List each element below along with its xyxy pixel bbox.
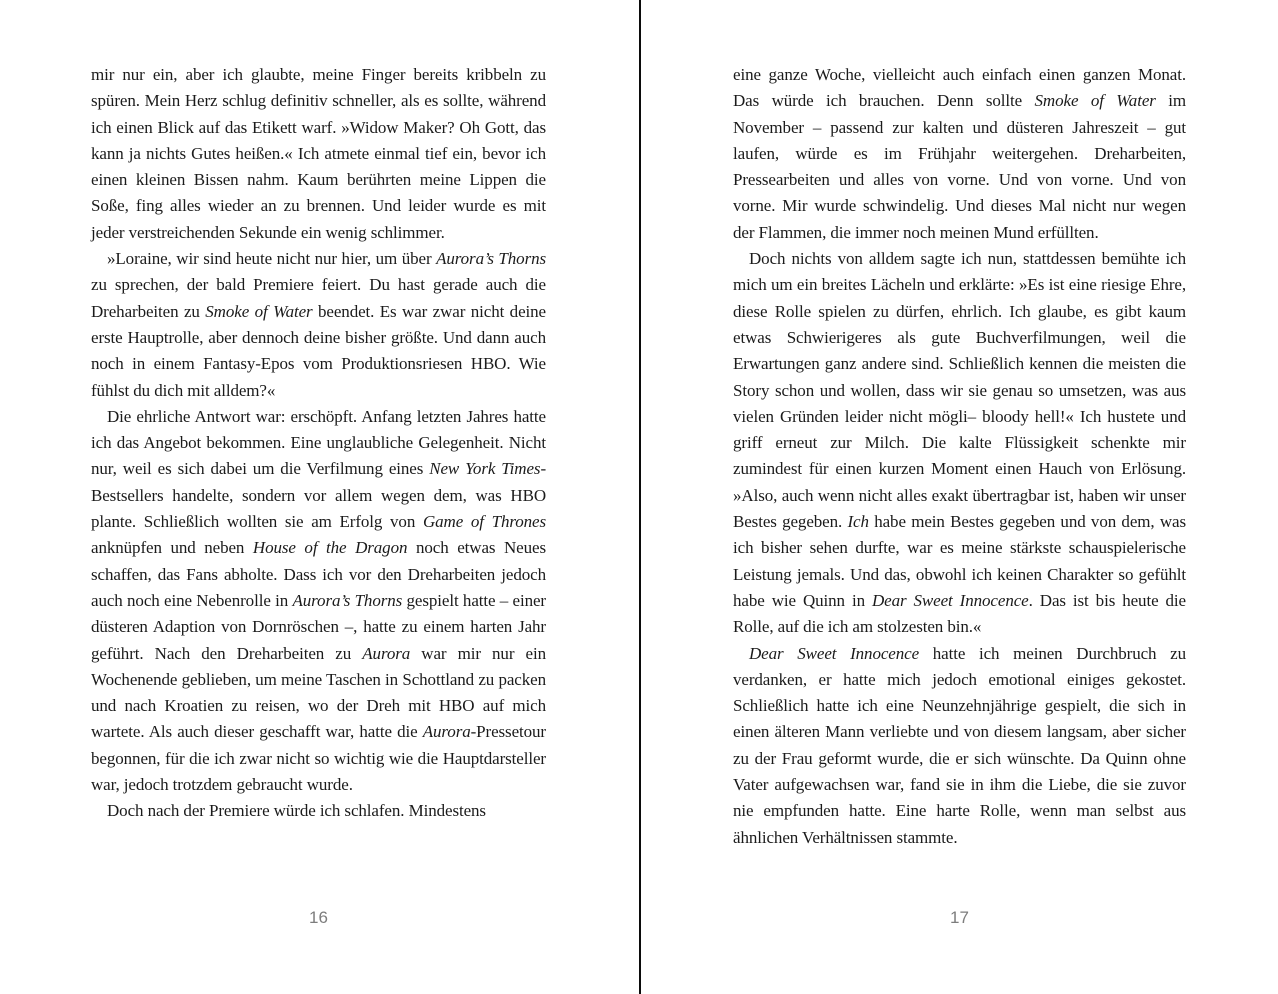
text-run: -Pressetour begonnen, für die ich zwar nicht so wichtig wie die Hauptdarsteller war, jedoch trotzdem gebraucht wurde. — [91, 722, 546, 795]
text-run: war mir nur ein Wochenende geblieben, um meine Taschen in Schottland zu packen und nach Kroatien zu reisen, wo der Dreh mit HBO auf mich wartete. Als auch dieser geschafft war, hatte die — [91, 643, 546, 742]
title-italic-text: Smoke of Water — [1034, 91, 1156, 111]
title-italic-text: Dear Sweet Innocence — [749, 643, 920, 663]
text-run: mir nur ein, aber ich glaubte, meine Finger bereits kribbeln zu spüren. Mein Herz schlug definitiv schneller, als es sollte, während ich einen Blick auf das Etikett warf. »Widow Maker? Oh Gott, das kann ja nichts Gutes heißen.« Ich atmete einmal tief ein, bevor ich einen kleinen Bissen nahm. Kaum berührten meine Lippen die Soße, fing alles wieder an zu brennen. Und leider wurde es mit jeder verstreichenden Sekunde ein wenig schlimmer. — [91, 65, 546, 242]
paragraph — [91, 404, 546, 798]
page-right-text — [733, 62, 1186, 851]
page-number-left: 16 — [309, 908, 328, 927]
page-number-right: 17 — [950, 908, 969, 927]
title-italic-text: Smoke of Water — [205, 301, 313, 321]
text-run: . Das ist bis heute die Rolle, auf die ich am stolzesten bin.« — [733, 590, 1186, 637]
paragraph — [733, 246, 1186, 640]
text-run: anknüpfen und neben — [91, 538, 253, 558]
text-run: Doch nichts von alldem sagte ich nun, stattdessen bemühte ich mich um ein breites Lächeln und erklärte: »Es ist eine riesige Ehre, diese Rolle spielen zu dürfen, ehrlich. Ich glaube, es gibt kaum etwas Schwierigeres als gute Buchverfilmungen, weil die Erwartungen ganz andere sind. Schließlich kennen die meisten die Story schon und wollen, dass wir sie genau so umsetzen, was aus vielen Gründen leider nicht mögli– bloody hell!« Ich hustete und griff erneut zur Milch. Die kalte Flüssigkeit schenkte mir zumindest für einen kurzen Moment einen Hauch von Erlösung. »Also, auch wenn nicht alles exakt übertragbar ist, haben wir unser Bestes gegeben. — [733, 249, 1186, 532]
title-italic-text: New York Times — [429, 459, 541, 479]
paragraph — [733, 62, 1186, 246]
title-italic-text: Dear Sweet Innocence — [871, 590, 1029, 610]
page-left-text — [91, 62, 546, 825]
text-run: beendet. Es war zwar nicht deine erste Hauptrolle, aber dennoch deine bisher größte. Und dann auch noch in einem Fantasy-Epos vom Produktionsriesen HBO. Wie fühlst du dich mit alldem?« — [91, 301, 546, 400]
text-run: -Bestsellers handelte, sondern vor allem wegen dem, was HBO plante. Schließlich wollten sie am Erfolg von — [91, 459, 546, 532]
text-run: habe mein Bestes gegeben und von dem, was ich bisher sehen durfte, war es meine stärkste schauspielerische Leistung jemals. Und das, obwohl ich keinen Charakter so gefühlt habe wie Quinn in — [733, 512, 1186, 610]
text-run: Die ehrliche Antwort war: erschöpft. Anfang letzten Jahres hatte ich das Angebot bekommen. Eine unglaubliche Gelegenheit. Nicht nur, weil es sich dabei um die Verfilmung eines — [91, 406, 546, 479]
title-italic-text: Aurora’s Thorns — [292, 590, 403, 610]
text-run: im November – passend zur kalten und düsteren Jahreszeit – gut laufen, würde es im Frühjahr weitergehen. Dreharbeiten, Pressearbeiten und alles von vorne. Und von vorne. Und von vorne. Mir wurde schwindelig. Und dieses Mal nicht nur wegen der Flammen, die immer noch meinen Mund erfüllten. — [733, 91, 1186, 242]
title-italic-text: House of the Dragon — [252, 538, 408, 558]
text-run: eine ganze Woche, vielleicht auch einfach einen ganzen Monat. Das würde ich brauchen. Denn sollte — [733, 65, 1186, 111]
paragraph — [91, 798, 546, 824]
paragraph — [91, 62, 546, 246]
paragraph — [91, 246, 546, 404]
title-italic-text: Aurora — [422, 722, 471, 742]
title-italic-text: Ich — [847, 512, 869, 532]
text-run: zu sprechen, der bald Premiere feiert. Du hast gerade auch die Dreharbeiten zu — [91, 275, 546, 321]
text-run: »Loraine, wir sind heute nicht nur hier, um über — [107, 249, 437, 269]
paragraph — [733, 641, 1186, 851]
text-run: hatte ich meinen Durchbruch zu verdanken, er hatte mich jedoch emotional einiges gekostet. Schließlich hatte ich eine Neunzehnjährige gespielt, die sich in einen älteren Mann verliebte und von diesem langsam, aber sicher zu der Frau geformt wurde, die er sich wünschte. Da Quinn ohne Vater aufgewachsen war, fand sie in ihm die Liebe, die sie zuvor nie empfunden hatte. Eine harte Rolle, wenn man selbst aus ähnlichen Verhältnissen stammte. — [733, 643, 1186, 847]
text-run: Doch nach der Premiere würde ich schlafen. Mindestens — [107, 801, 486, 821]
title-italic-text: Aurora’s Thorns — [436, 249, 546, 269]
title-italic-text: Game of Thrones — [422, 512, 546, 532]
text-run: noch etwas Neues schaffen, das Fans abholte. Dass ich vor den Dreharbeiten jedoch auch noch eine Nebenrolle in — [91, 538, 546, 610]
page-divider-rule — [639, 0, 641, 994]
text-run: gespielt hatte – einer düsteren Adaption von Dornröschen –, hatte zu einem harten Jahr geführt. Nach den Dreharbeiten zu — [91, 590, 546, 663]
title-italic-text: Aurora — [362, 643, 411, 663]
